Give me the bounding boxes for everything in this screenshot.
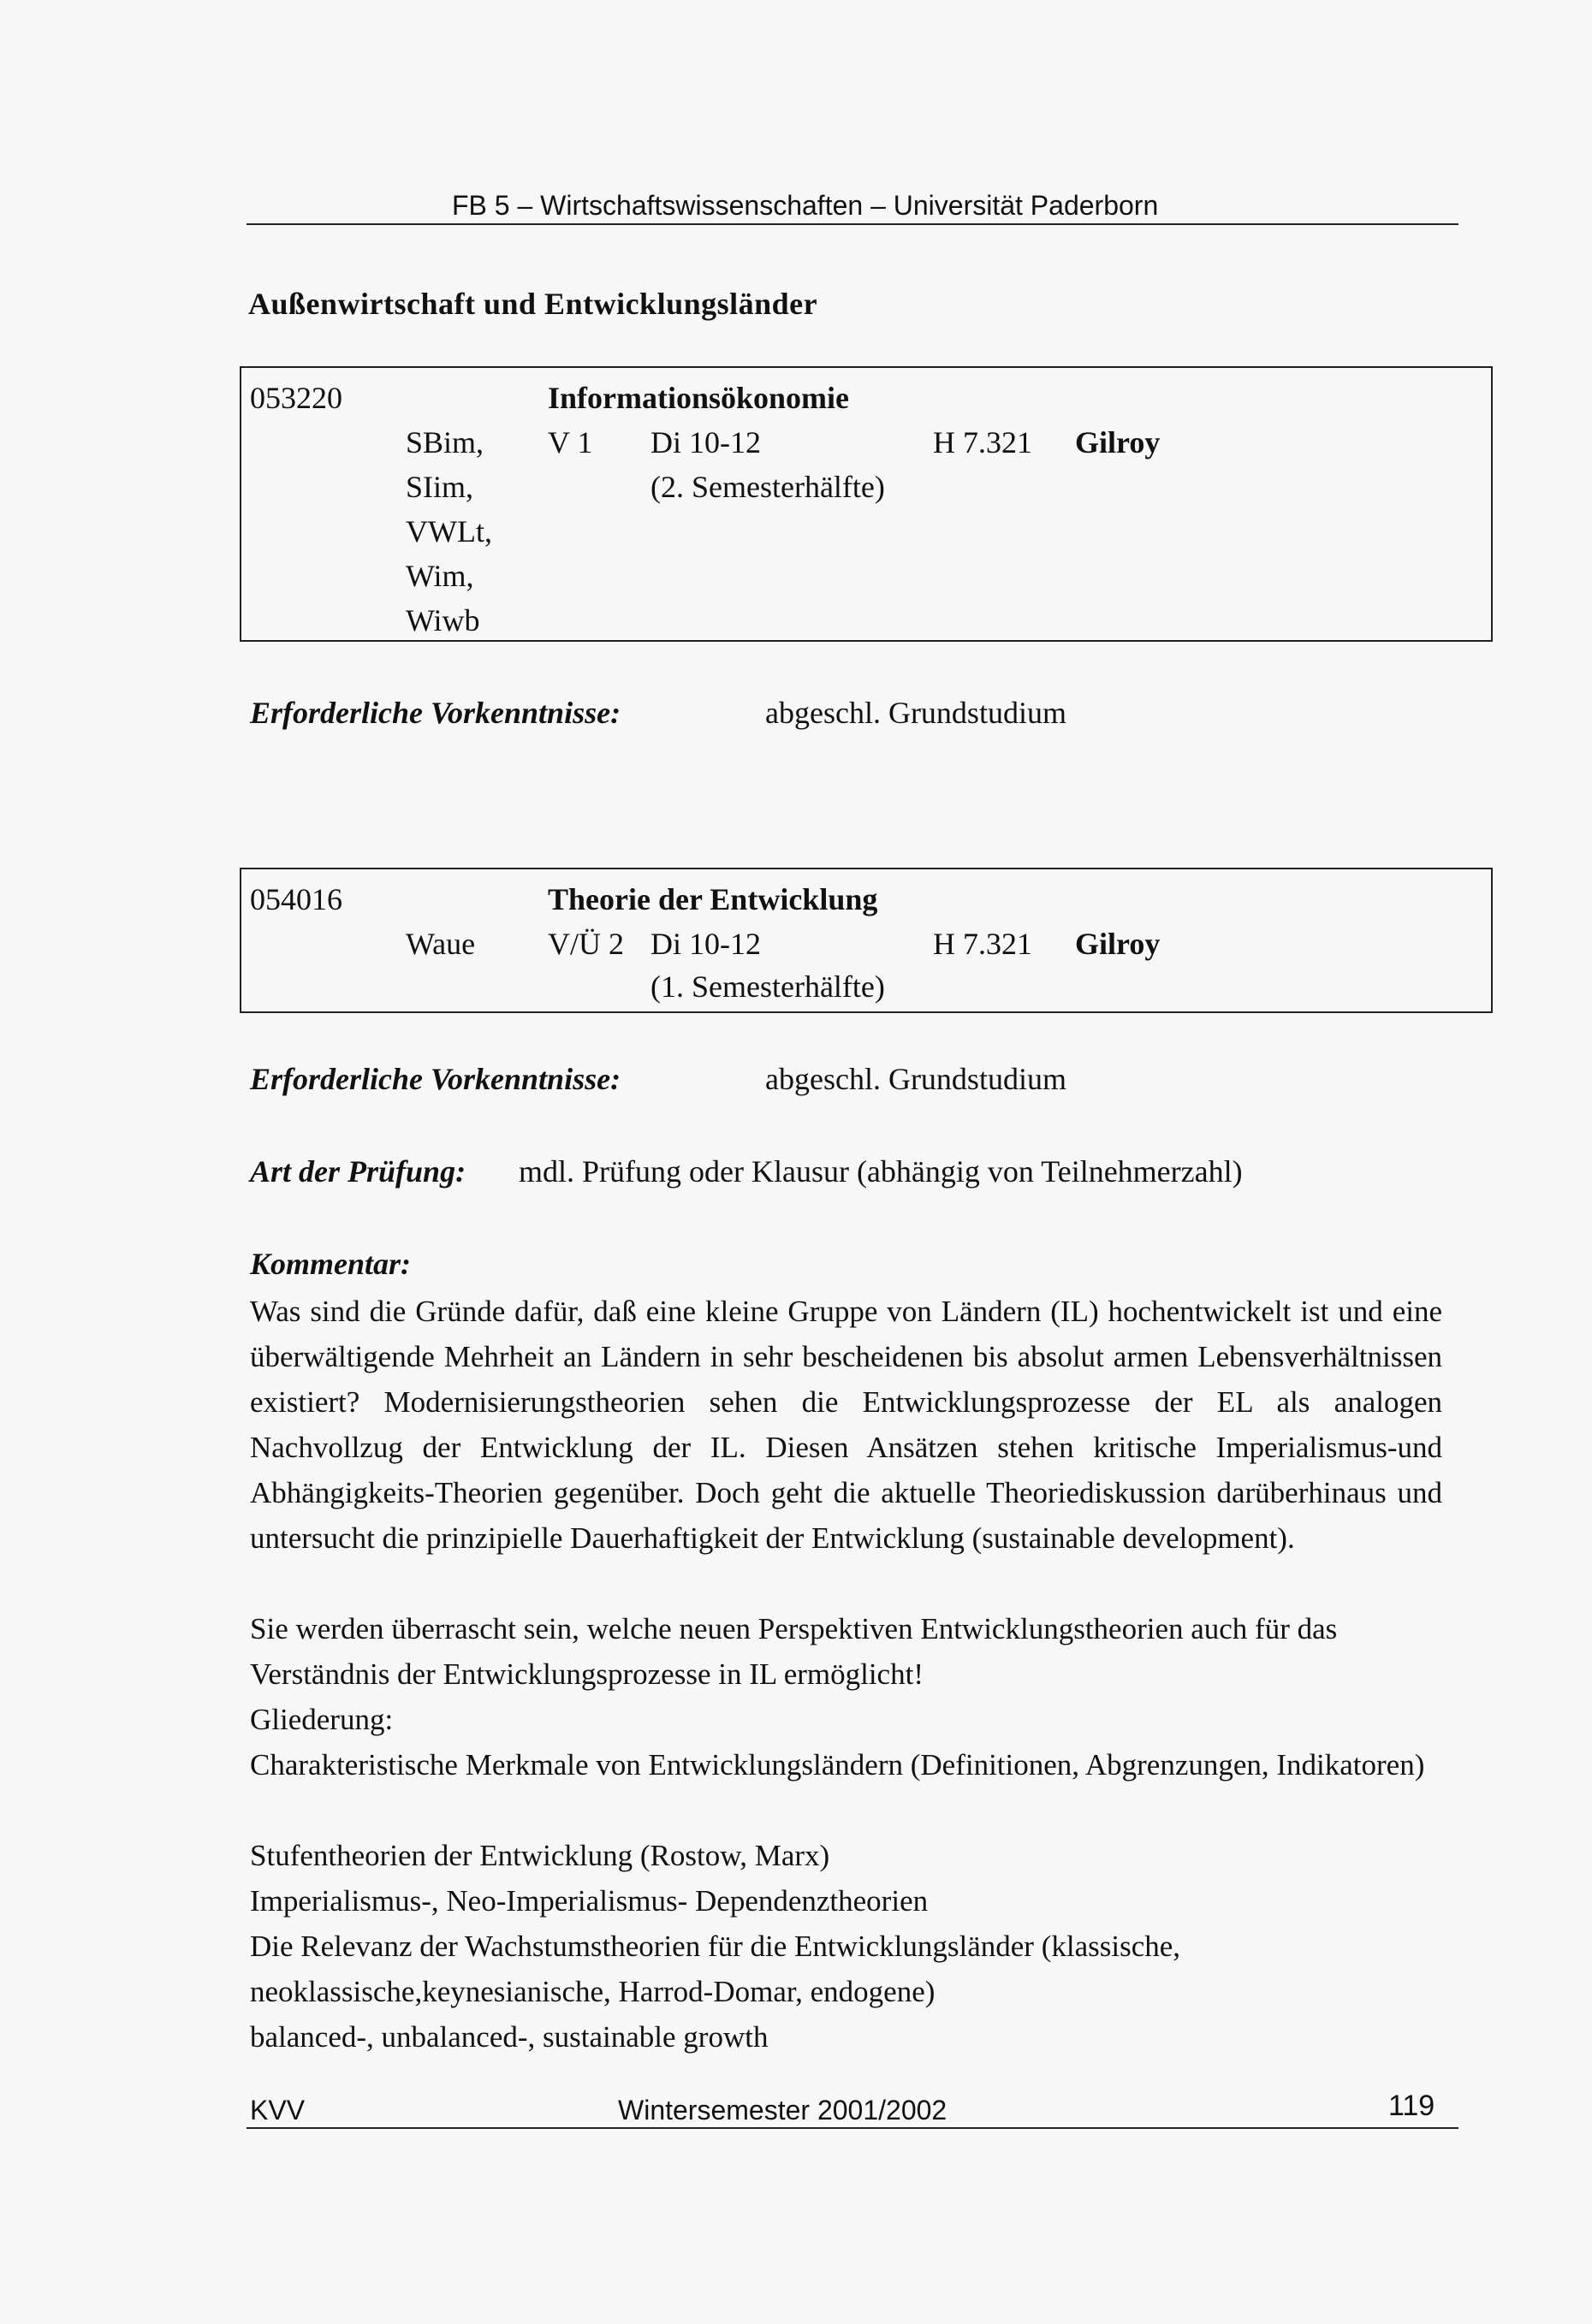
page-number: 119 (1388, 2090, 1435, 2122)
course-note: (2. Semesterhälfte) (650, 470, 885, 504)
exam-label: Art der Prüfung: (250, 1154, 466, 1189)
comment-paragraph: Was sind die Gründe dafür, daß eine kleine Gruppe von Ländern (IL) hochentwickelt ist und eine überwältigende Mehrheit an Ländern in sehr bescheidenen bis absolut armen Lebensverhältnissen existiert? Modernisierungstheorien sehen die Entwicklungsprozesse der EL als analogen Nachvollzug der Entwicklung der IL. Diesen Ansätzen stehen kritische Imperialismus-und Abhängigkeits-Theorien gegenüber. Doch geht die aktuelle Theoriediskussion darüberhinaus und untersucht die prinzipielle Dauerhaftigkeit der Entwicklung (sustainable development). (250, 1295, 1442, 1555)
outline-item: Stufentheorien der Entwicklung (Rostow, Marx) (250, 1839, 830, 1872)
page-header: FB 5 – Wirtschaftswissenschaften – Universität Paderborn (452, 190, 1159, 221)
program-code: SIim, (406, 470, 474, 504)
program-code: Wiwb (406, 603, 480, 637)
course-time: Di 10-12 (650, 927, 761, 961)
course-title: Theorie der Entwicklung (548, 882, 878, 916)
prerequisites-value: abgeschl. Grundstudium (765, 1062, 1066, 1096)
program-code: Wim, (406, 559, 474, 593)
course-note: (1. Semesterhälfte) (650, 969, 885, 1004)
course-lecturer: Gilroy (1075, 425, 1161, 459)
prerequisites-label: Erforderliche Vorkenntnisse: (250, 696, 621, 730)
header-rule (247, 223, 1458, 225)
course-title: Informationsökonomie (548, 381, 850, 415)
course-room: H 7.321 (933, 425, 1032, 459)
footer-semester: Wintersemester 2001/2002 (618, 2095, 947, 2125)
outline-label: Gliederung: (250, 1703, 394, 1736)
outline-item: balanced-, unbalanced-, sustainable growth (250, 2020, 769, 2054)
course-room: H 7.321 (933, 927, 1032, 961)
outline-item: Die Relevanz der Wachstumstheorien für die Entwicklungsländer (klassische, neoklassische,keynesianische, Harrod-Domar, endogene) (250, 1930, 1181, 2008)
outline-item: Imperialismus-, Neo-Imperialismus- Dependenztheorien (250, 1884, 929, 1918)
course-type: V/Ü 2 (548, 927, 624, 961)
footer-rule (247, 2127, 1458, 2129)
course-lecturer: Gilroy (1075, 927, 1161, 961)
comment-paragraph: Sie werden überrascht sein, welche neuen Perspektiven Entwicklungstheorien auch für das Verständnis der Entwicklungsprozesse in IL ermöglicht! (250, 1612, 1338, 1691)
prerequisites-value: abgeschl. Grundstudium (765, 696, 1066, 730)
course-type: V 1 (548, 425, 593, 459)
course-number: 054016 (250, 882, 342, 916)
comment-label: Kommentar: (250, 1247, 412, 1281)
course-time: Di 10-12 (650, 425, 761, 459)
program-code: SBim, (406, 425, 484, 459)
program-code: Waue (406, 927, 476, 961)
footer-left: KVV (250, 2095, 306, 2125)
exam-value: mdl. Prüfung oder Klausur (abhängig von Teilnehmerzahl) (519, 1154, 1243, 1189)
prerequisites-label: Erforderliche Vorkenntnisse: (250, 1062, 621, 1096)
outline-item: Charakteristische Merkmale von Entwicklungsländern (Definitionen, Abgrenzungen, Indikatoren) (250, 1748, 1425, 1782)
program-code: VWLt, (406, 514, 492, 548)
course-number: 053220 (250, 381, 342, 415)
section-title: Außenwirtschaft und Entwicklungsländer (248, 287, 818, 321)
